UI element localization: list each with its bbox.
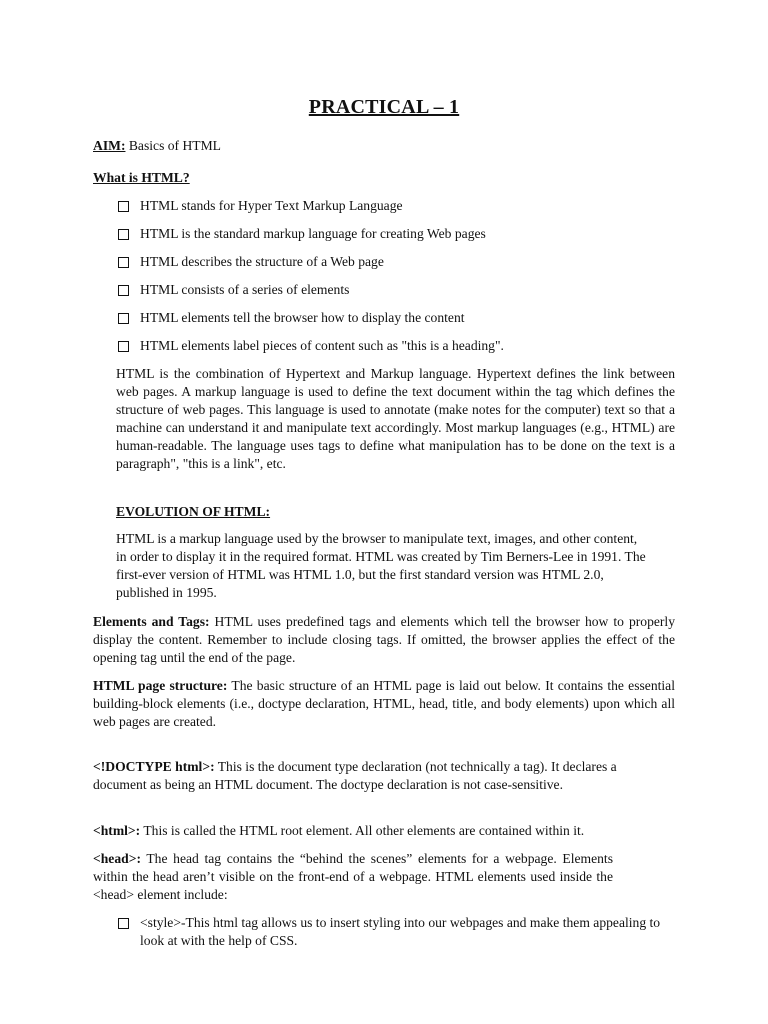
bullet-item: HTML elements tell the browser how to display the content: [140, 310, 465, 325]
bullet-item: HTML stands for Hyper Text Markup Language: [140, 198, 403, 213]
checkbox-bullet-icon: [118, 285, 129, 296]
checkbox-bullet-icon: [118, 313, 129, 324]
elements-tags-text: HTML uses predefined tags and elements which tell the browser how to properly display the content. Remember to include closing tags. If omitted, the browser applies the effect of the opening tag until the end of the page.: [93, 614, 675, 665]
head-bullet-item: <style>-This html tag allows us to insert styling into our webpages and make them appealing to look at with the help of CSS.: [140, 915, 661, 948]
evolution-paragraph: HTML is a markup language used by the browser to manipulate text, images, and other content, in order to display it in the required format. HTML was created by Tim Berners-Lee in 1991. The first-ever version of HTML was HTML 1.0, but the first standard version was HTML 2.0, published in 1995.: [116, 531, 646, 600]
bullet-item: HTML describes the structure of a Web page: [140, 254, 384, 269]
elements-tags-paragraph: [93, 613, 675, 667]
evolution-heading: [116, 503, 270, 521]
doctype-paragraph: [93, 758, 643, 794]
checkbox-bullet-icon: [118, 201, 129, 212]
html-definition-paragraph: HTML is the combination of Hypertext and Markup language. Hypertext defines the link between web pages. A markup language is used to define the text document within the tag which defines the structure of web pages. This language is used to annotate (make notes for the computer) text so that a machine can understand it and manipulate text accordingly. Most markup languages (e.g., HTML) are human-readable. The language uses tags to define what manipulation has to be done on the text is a paragraph", "this is a link", etc.: [116, 366, 675, 471]
html-root-label: <html>:: [93, 823, 141, 838]
doctype-text: This is the document type declaration (not technically a tag). It declares a document as being an HTML document. The doctype declaration is not case-sensitive.: [93, 759, 617, 792]
html-root-text: This is called the HTML root element. All other elements are contained within it.: [140, 823, 585, 838]
head-paragraph: [93, 850, 613, 904]
evolution-heading-text: EVOLUTION OF HTML:: [116, 504, 271, 519]
page-structure-label: HTML page structure:: [93, 678, 228, 693]
checkbox-bullet-icon: [118, 918, 129, 929]
what-is-html-heading: [93, 169, 190, 187]
aim-label: AIM:: [93, 138, 126, 153]
checkbox-bullet-icon: [118, 341, 129, 352]
what-is-html-heading-text: What is HTML?: [93, 170, 190, 185]
bullet-item: HTML elements label pieces of content such as "this is a heading".: [140, 338, 504, 353]
bullet-item: HTML consists of a series of elements: [140, 282, 350, 297]
head-label: <head>:: [93, 851, 141, 866]
doctype-label: <!DOCTYPE html>:: [93, 759, 215, 774]
checkbox-bullet-icon: [118, 257, 129, 268]
page-title: PRACTICAL – 1: [308, 96, 460, 118]
checkbox-bullet-icon: [118, 229, 129, 240]
aim-text: Basics of HTML: [125, 138, 221, 153]
aim-line: [93, 137, 221, 155]
head-text: The head tag contains the “behind the scenes” elements for a webpage. Elements within the head aren’t visible on the front-end of a webpage. HTML elements used inside the <head> element include:: [93, 851, 613, 902]
elements-tags-label: Elements and Tags:: [93, 614, 210, 629]
page-structure-paragraph: [93, 677, 675, 731]
page-structure-text: The basic structure of an HTML page is laid out below. It contains the essential building-block elements (i.e., doctype declaration, HTML, head, title, and body elements) upon which all web pages are created.: [93, 678, 675, 729]
bullet-item: HTML is the standard markup language for creating Web pages: [140, 226, 486, 241]
html-root-paragraph: [93, 822, 584, 840]
